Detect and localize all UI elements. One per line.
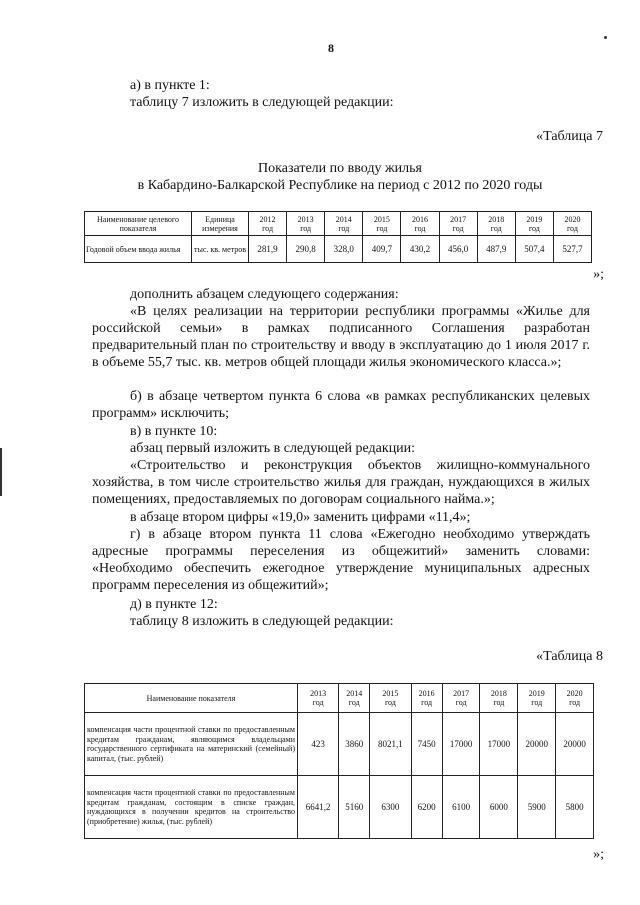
para-d: д) в пункте 12: xyxy=(130,597,218,612)
table7-cell: 409,7 xyxy=(363,236,401,263)
table7-title-line1: Показатели по вводу жилья xyxy=(258,161,422,176)
table8-header-year: 2019 год xyxy=(518,684,556,713)
table8 xyxy=(84,683,594,839)
table7-title xyxy=(80,160,600,194)
table8-cell: 20000 xyxy=(556,713,594,776)
table8-row-name: компенсация части процентной ставки по предоставленным кредитам гражданам, являющимся владельцами государственного сертификата на материнский (семейный) капитал, (тыс. рублей) xyxy=(85,713,298,776)
scan-mark-top-right xyxy=(604,36,607,39)
table8-row-name: компенсация части процентной ставки по предоставленным кредитам гражданам, состоящим в списке граждан, нуждающихся в получении кредитов на строительство (приобретение) жилья, (тыс. рублей) xyxy=(85,776,298,839)
para-v2: «Строительство и реконструкция объектов жилищно-коммунального хозяйства, в том числе строительство жилья для граждан, нуждающихся в жилых помещениях, предоставляемых по договорам социального найма.»; xyxy=(92,458,590,507)
table8-cell: 5800 xyxy=(556,776,594,839)
table8-cell: 17000 xyxy=(442,713,480,776)
table7 xyxy=(84,211,592,263)
table7-header-year: 2014 год xyxy=(325,212,363,236)
table8-header-year: 2016 год xyxy=(411,684,442,713)
table7-cell: 456,0 xyxy=(439,236,477,263)
table8-header-year: 2014 год xyxy=(339,684,370,713)
table8-header-year: 2015 год xyxy=(370,684,411,713)
table7-cell: 487,9 xyxy=(477,236,515,263)
table7-row-unit: тыс. кв. метров xyxy=(192,236,249,263)
table7-header-year: 2018 год xyxy=(477,212,515,236)
table8-cell: 5900 xyxy=(518,776,556,839)
para-table8-intro: таблицу 8 изложить в следующей редакции: xyxy=(130,614,394,629)
table8-cell: 6100 xyxy=(442,776,480,839)
table7-header-year: 2012 год xyxy=(249,212,287,236)
table7-header-year: 2017 год xyxy=(439,212,477,236)
para-a1: а) в пункте 1: xyxy=(130,78,210,93)
table7-cell: 527,7 xyxy=(553,236,591,263)
para-add: дополнить абзацем следующего содержания: xyxy=(130,287,399,302)
scan-mark-left xyxy=(0,448,2,496)
table7-cell: 507,4 xyxy=(515,236,553,263)
table8-cell: 17000 xyxy=(480,713,518,776)
table8-header-name: Наименование показателя xyxy=(85,684,298,713)
para-v1: абзац первый изложить в следующей редакции: xyxy=(130,441,416,456)
table8-cell: 6000 xyxy=(480,776,518,839)
table7-cell: 290,8 xyxy=(287,236,325,263)
table7-header-name: Наименование целевого показателя xyxy=(85,212,192,236)
table8-cell: 3860 xyxy=(339,713,370,776)
table7-header-year: 2013 год xyxy=(287,212,325,236)
table7-label: «Таблица 7 xyxy=(536,129,603,144)
table7-title-line2: в Кабардино-Балкарской Республике на период с 2012 по 2020 годы xyxy=(137,178,543,193)
table7-header-year: 2020 год xyxy=(553,212,591,236)
table8-header-year: 2020 год xyxy=(556,684,594,713)
table7-header-year: 2019 год xyxy=(515,212,553,236)
table8-header-year: 2017 год xyxy=(442,684,480,713)
para-v: в) в пункте 10: xyxy=(130,424,218,439)
page-number: 8 xyxy=(328,41,334,55)
table8-header-year: 2013 год xyxy=(298,684,339,713)
table8-cell: 8021,1 xyxy=(370,713,411,776)
table7-header-unit: Единица измерения xyxy=(192,212,249,236)
table7-header-year: 2015 год xyxy=(363,212,401,236)
para-v3: в абзаце втором цифры «19,0» заменить цифрами «11,4»; xyxy=(130,510,471,525)
table8-close: »; xyxy=(593,847,604,862)
table7-cell: 328,0 xyxy=(325,236,363,263)
table8-cell: 423 xyxy=(298,713,339,776)
para-g: г) в абзаце втором пункта 11 слова «Ежегодно необходимо утверждать адресные программы переселения из общежитий» заменить словами: «Необходимо обеспечить ежегодное утверждение муниципальных адресных программ переселения из общежитий»; xyxy=(92,527,590,593)
table8-cell: 5160 xyxy=(339,776,370,839)
table8-cell: 6200 xyxy=(411,776,442,839)
para-table7-intro: таблицу 7 изложить в следующей редакции: xyxy=(130,95,394,110)
table7-cell: 281,9 xyxy=(249,236,287,263)
table8-cell: 7450 xyxy=(411,713,442,776)
table8-label: «Таблица 8 xyxy=(536,649,603,664)
para-b: б) в абзаце четвертом пункта 6 слова «в рамках республиканских целевых программ» исключить; xyxy=(92,389,590,421)
table7-cell: 430,2 xyxy=(401,236,439,263)
table8-cell: 20000 xyxy=(518,713,556,776)
table8-header-year: 2018 год xyxy=(480,684,518,713)
table8-cell: 6300 xyxy=(370,776,411,839)
table8-cell: 6641,2 xyxy=(298,776,339,839)
table7-row-name: Годовой объем ввода жилья xyxy=(85,236,192,263)
table7-close: »; xyxy=(593,267,604,282)
table7-header-year: 2016 год xyxy=(401,212,439,236)
para-quote: «В целях реализации на территории республики программы «Жилье для российской семьи» в рамках подписанного Соглашения разработан предварительный план по строительству и вводу в эксплуатацию до 1 июля 2017 г. в объеме 55,7 тыс. кв. метров общей площади жилья экономического класса.»; xyxy=(92,304,590,370)
